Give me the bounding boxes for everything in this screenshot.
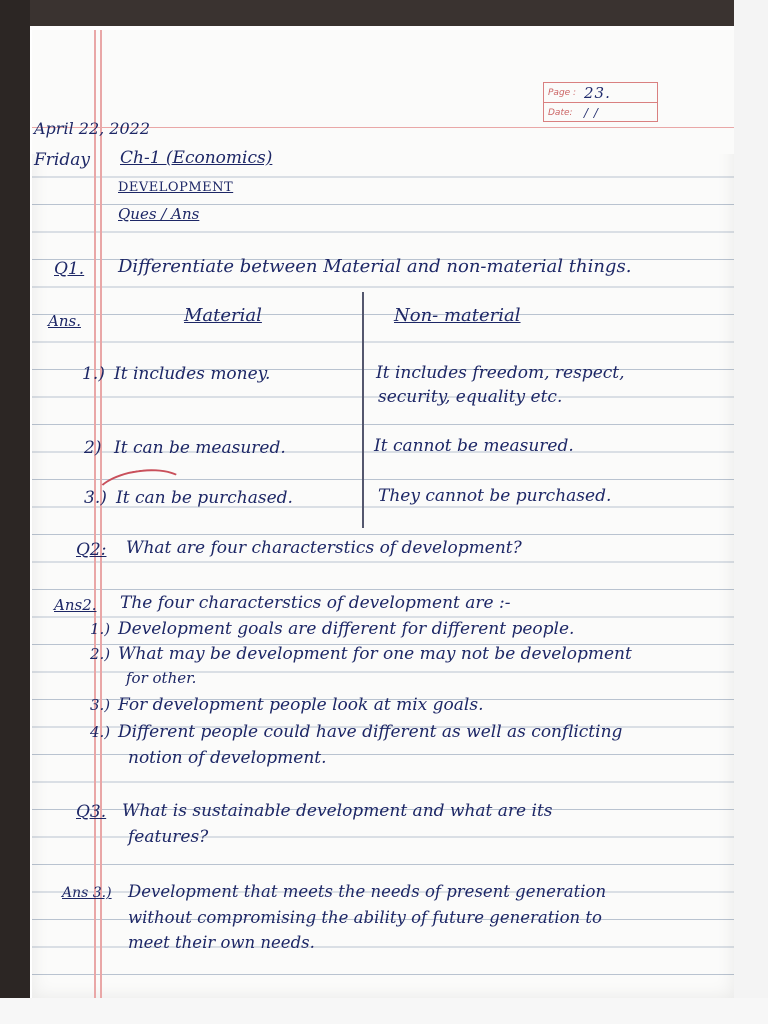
- table-header-non-material: Non- material: [394, 305, 521, 326]
- point-text: Different people could have different as well as conflicting: [118, 722, 623, 742]
- q2-answer-label: Ans2.: [54, 596, 97, 614]
- scan-border-bottom: [0, 998, 768, 1024]
- topic-title: DEVELOPMENT: [118, 180, 234, 195]
- material-cell: It includes money.: [114, 364, 271, 384]
- notebook-page: [32, 30, 734, 998]
- note-date: April 22, 2022: [34, 119, 151, 138]
- point-number: 3.): [90, 696, 111, 714]
- scan-border-right: [734, 0, 768, 1024]
- page-label: Page :: [548, 87, 577, 98]
- q1-answer-label: Ans.: [48, 312, 81, 330]
- q3-text: What is sustainable development and what are its: [122, 801, 553, 821]
- margin-line: [100, 30, 102, 998]
- chapter-title: Ch-1 (Economics): [120, 148, 273, 168]
- section-title: Ques / Ans: [118, 205, 200, 223]
- q1-label: Q1.: [54, 259, 85, 279]
- margin-line: [94, 30, 96, 998]
- date-label: Date:: [548, 107, 573, 118]
- date-value: / /: [584, 105, 599, 120]
- q3-answer-text: Development that meets the needs of present generation: [128, 882, 607, 901]
- q2-label: Q2:: [76, 540, 107, 560]
- note-day: Friday: [34, 150, 90, 170]
- page-date-box: [543, 82, 658, 122]
- table-header-material: Material: [184, 305, 262, 326]
- non-material-cell: They cannot be purchased.: [378, 486, 612, 506]
- q2-text: What are four characterstics of development?: [126, 538, 522, 558]
- q3-answer-label: Ans 3.): [62, 885, 112, 901]
- point-number: 2.): [90, 645, 111, 663]
- q2-intro: The four characterstics of development are :-: [120, 593, 511, 613]
- scan-border-left: [0, 0, 30, 1024]
- table-divider: [362, 292, 364, 528]
- material-cell: It can be measured.: [114, 438, 286, 458]
- page-number: 23.: [584, 83, 611, 102]
- q1-text: Differentiate between Material and non-material things.: [118, 256, 632, 277]
- non-material-cell: It includes freedom, respect,: [376, 363, 625, 383]
- row-number: 2): [84, 438, 102, 458]
- non-material-cell: security, equality etc.: [378, 387, 563, 407]
- q3-answer-text: meet their own needs.: [128, 933, 315, 952]
- scan-border-top: [0, 0, 768, 26]
- q3-answer-text: without compromising the ability of future generation to: [128, 908, 602, 927]
- point-text: Development goals are different for different people.: [118, 619, 575, 639]
- non-material-cell: It cannot be measured.: [374, 436, 574, 456]
- row-number: 1.): [82, 364, 105, 384]
- point-text: for other.: [126, 669, 197, 687]
- point-text: For development people look at mix goals.: [118, 695, 484, 715]
- point-number: 1.): [90, 620, 111, 638]
- point-text: notion of development.: [128, 748, 327, 768]
- q3-text: features?: [128, 827, 209, 847]
- material-cell: It can be purchased.: [116, 488, 293, 508]
- red-pen-mark: [91, 464, 190, 521]
- point-number: 4.): [90, 723, 111, 741]
- q3-label: Q3.: [76, 802, 107, 822]
- point-text: What may be development for one may not be development: [118, 644, 632, 664]
- row-number: 3.): [84, 488, 107, 508]
